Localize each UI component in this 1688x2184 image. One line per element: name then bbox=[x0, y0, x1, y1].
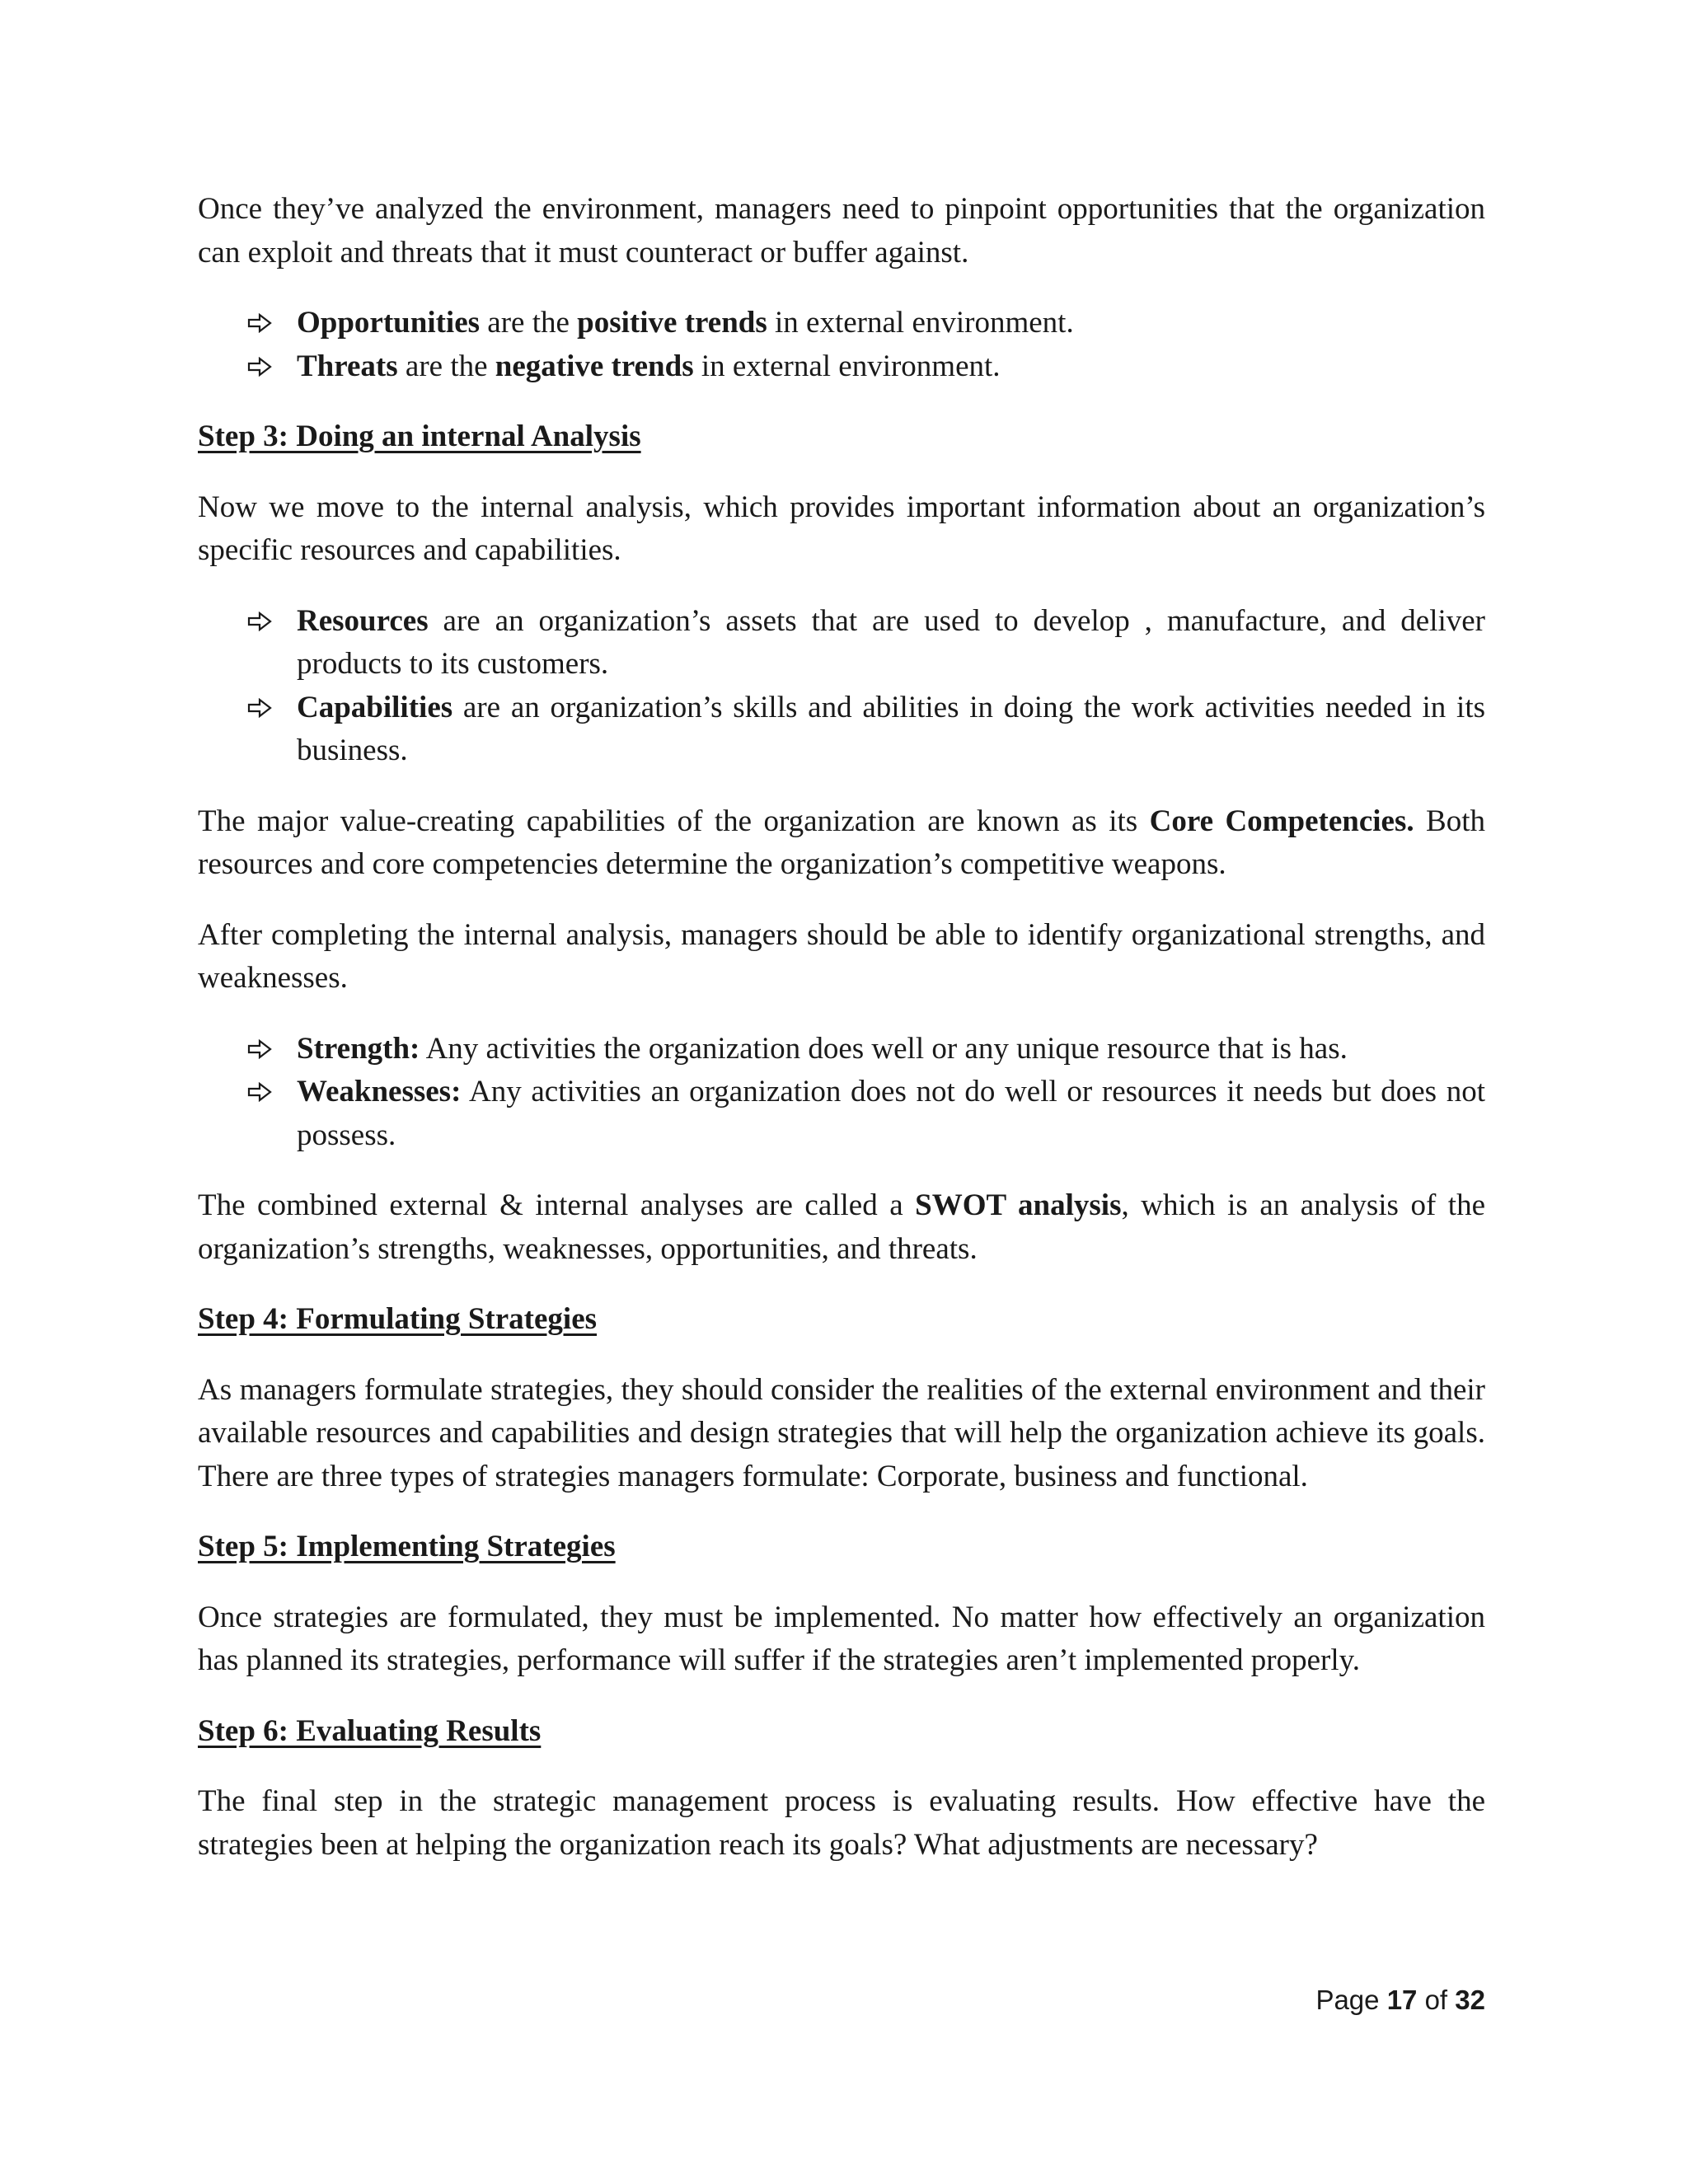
list-item: Weaknesses: Any activities an organization does not do well or resources it needs but does not possess. bbox=[198, 1071, 1485, 1157]
right-arrow-icon bbox=[247, 687, 280, 730]
current-page-number: 17 bbox=[1386, 1985, 1418, 2015]
step6-heading: Step 6: Evaluating Results bbox=[198, 1713, 542, 1748]
list-item: Threats are the negative trends in external environment. bbox=[198, 345, 1485, 389]
swot-paragraph: The combined external & internal analyses are called a SWOT analysis, which is an analysis of the organization’s strengths, weaknesses, opportunities, and threats. bbox=[198, 1188, 1485, 1266]
document-page bbox=[198, 188, 1485, 1894]
step3-intro: Now we move to the internal analysis, which provides important information about an organization’s specific resources and capabilities. bbox=[198, 490, 1485, 567]
right-arrow-icon bbox=[247, 302, 280, 345]
step3-heading: Step 3: Doing an internal Analysis bbox=[198, 419, 641, 453]
resources-capabilities-list bbox=[198, 600, 1485, 773]
term-strength: Strength: bbox=[297, 1031, 420, 1066]
right-arrow-icon bbox=[247, 1071, 280, 1114]
step5-heading: Step 5: Implementing Strategies bbox=[198, 1530, 616, 1563]
term-capabilities: Capabilities bbox=[297, 690, 453, 724]
total-pages-number: 32 bbox=[1455, 1985, 1485, 2015]
term-opportunities: Opportunities bbox=[297, 306, 481, 340]
step5-paragraph: Once strategies are formulated, they must be implemented. No matter how effectively an organization has planned its strategies, performance will suffer if the strategies aren’t implemented properly. bbox=[198, 1600, 1485, 1677]
after-analysis-paragraph: After completing the internal analysis, managers should be able to identify organizational strengths, and weaknesses. bbox=[198, 917, 1485, 995]
right-arrow-icon bbox=[247, 345, 280, 389]
step4-paragraph: As managers formulate strategies, they should consider the realities of the external environment and their available resources and capabilities and design strategies that will help the organization achieve its goals. There are three types of strategies managers formulate: Corporate, business and functional. bbox=[198, 1372, 1485, 1493]
page-number-footer: Page 17 of 32 bbox=[1315, 1985, 1485, 2015]
intro-paragraph: Once they’ve analyzed the environment, managers need to pinpoint opportunities that the organization can exploit and threats that it must counteract or buffer against. bbox=[198, 192, 1485, 269]
list-item: Strength: Any activities the organization does well or any unique resource that is has. bbox=[198, 1028, 1485, 1071]
list-item: Resources are an organization’s assets that are used to develop , manufacture, and deliver products to its customers. bbox=[198, 600, 1485, 687]
step6-paragraph: The final step in the strategic management process is evaluating results. How effective have the strategies been at helping the organization reach its goals? What adjustments are necessary? bbox=[198, 1784, 1485, 1862]
right-arrow-icon bbox=[247, 1028, 280, 1071]
opportunities-threats-list bbox=[198, 302, 1485, 388]
term-threats: Threats bbox=[297, 349, 398, 383]
term-weaknesses: Weaknesses: bbox=[297, 1075, 462, 1108]
term-resources: Resources bbox=[297, 603, 429, 638]
strength-weakness-list bbox=[198, 1028, 1485, 1158]
right-arrow-icon bbox=[247, 600, 280, 644]
list-item: Opportunities are the positive trends in external environment. bbox=[198, 302, 1485, 345]
list-item: Capabilities are an organization’s skills and abilities in doing the work activities needed in its business. bbox=[198, 687, 1485, 773]
core-competencies-paragraph: The major value-creating capabilities of the organization are known as its Core Competencies. Both resources and core competencies determine the organization’s competitive weapons. bbox=[198, 804, 1485, 881]
step4-heading: Step 4: Formulating Strategies bbox=[198, 1302, 598, 1336]
